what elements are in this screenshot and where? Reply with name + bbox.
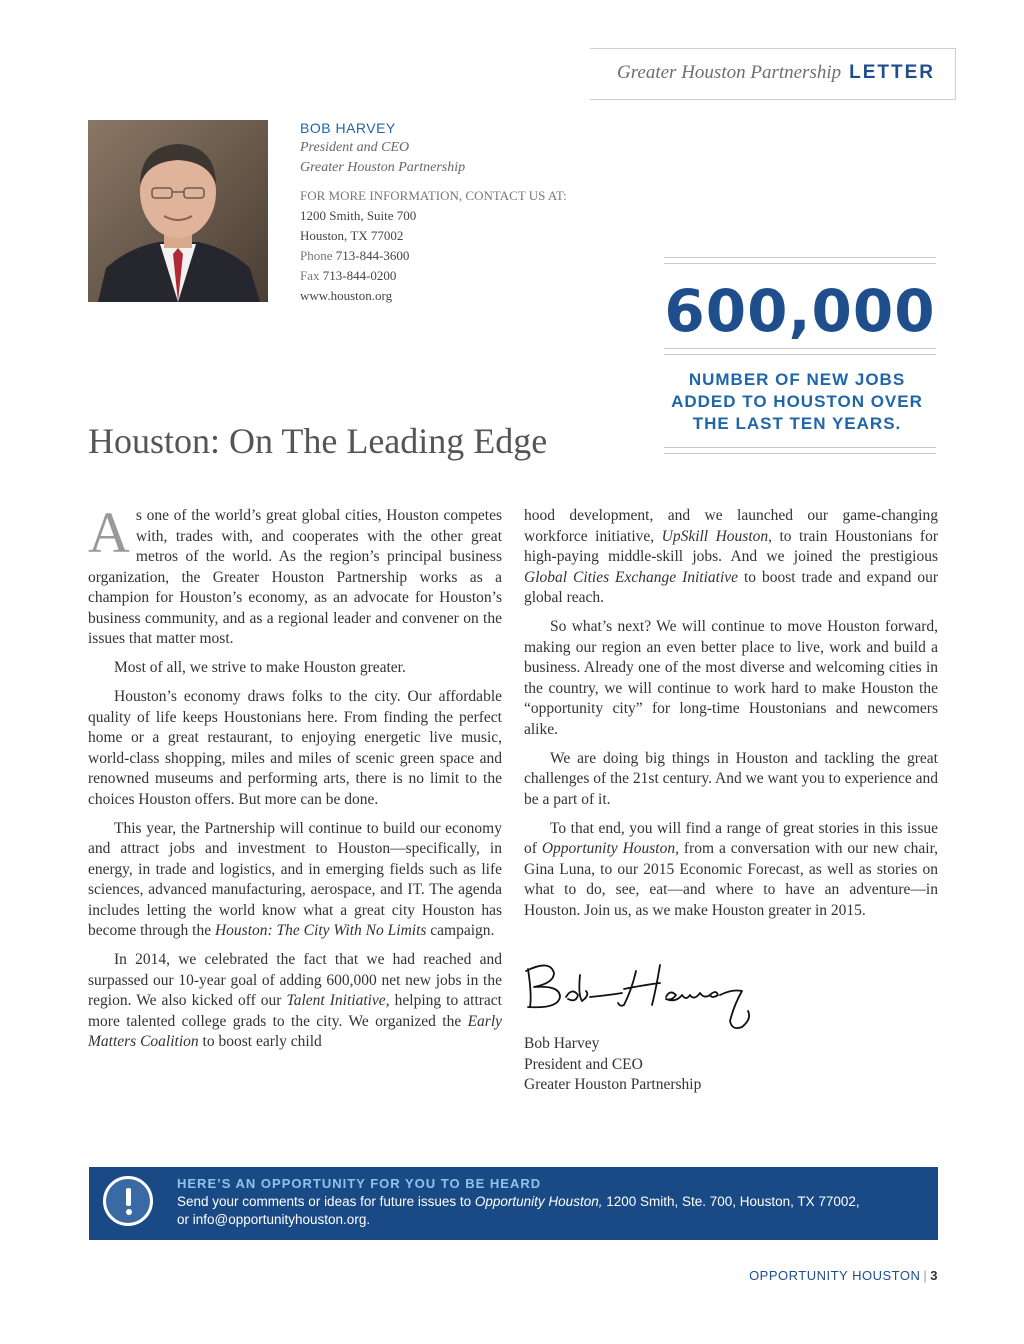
- page-number: 3: [930, 1268, 938, 1283]
- banner-line1: [177, 1193, 927, 1211]
- author-org: Greater Houston Partnership: [300, 160, 466, 175]
- stat-rule: [664, 447, 936, 448]
- article-paragraph: [524, 506, 938, 609]
- page-footer: [749, 1268, 938, 1283]
- paragraph-text: campaign.: [426, 922, 495, 939]
- signature-image: [520, 955, 770, 1035]
- fax-label: Fax: [300, 268, 320, 283]
- contact-block: [300, 118, 640, 306]
- author-name: BOB HARVEY: [300, 120, 396, 136]
- phone-label: Phone: [300, 248, 333, 263]
- paragraph-text: In 2014, we celebrated the fact that we had reached and surpassed our 10-year goal of adding 600,000 net new jobs in the region. We also kicked off our: [88, 951, 502, 1009]
- article-paragraph: We are doing big things in Houston and tackling the great challenges of the 21st century. And we want you to experience and be a part of it.: [524, 749, 938, 808]
- paragraph-text: helping to attract more talented college grads to the city. We organized the: [88, 992, 502, 1030]
- section-header-tab: [590, 48, 956, 100]
- article-paragraph: [524, 819, 938, 922]
- drop-cap: A: [88, 500, 130, 565]
- stat-number: 600,000: [664, 277, 936, 345]
- initiative-name: Talent Initiative,: [286, 992, 390, 1009]
- paragraph-text: To that end, you will find a range of great stories in this issue of: [524, 819, 938, 857]
- signoff-name: Bob Harvey: [524, 1035, 600, 1052]
- coalition-name: Early Matters Coalition: [88, 1012, 502, 1050]
- paragraph-text: This year, the Partnership will continue to build our economy and attract jobs and investment to Houston—specifically, in energy, in trade and logistics, and in emerging fields such as life sciences, advanced manufacturing, aerospace, and IT. The agenda includes letting the world know what a great city Houston has become through the: [88, 819, 502, 939]
- paragraph-text: to boost trade and expand our global reach.: [524, 568, 938, 606]
- stat-rule: [664, 453, 936, 454]
- paragraph-text: to train Houstonians for high-paying middle-skill jobs. And we joined the prestigious: [524, 527, 938, 565]
- contact-website[interactable]: www.houston.org: [300, 288, 393, 303]
- article-column-right: [524, 506, 938, 930]
- article-column-left: [88, 500, 502, 1061]
- footer-publication: OPPORTUNITY HOUSTON: [749, 1268, 921, 1283]
- article-paragraph: [88, 819, 502, 942]
- article-paragraph: Most of all, we strive to make Houston greater.: [114, 659, 406, 676]
- fax-number: 713-844-0200: [322, 268, 397, 283]
- banner-text: [177, 1175, 927, 1229]
- feedback-banner: [89, 1167, 938, 1240]
- contact-heading: FOR MORE INFORMATION, CONTACT US AT:: [300, 188, 567, 203]
- paragraph-text: to boost early child: [198, 1033, 322, 1050]
- article-paragraph: [88, 950, 502, 1053]
- article-paragraph: So what’s next? We will continue to move Houston forward, making our region an even better place to live, work and build a business. Already one of the most diverse and welcoming cities in the country, we will continue to work hard to make Houston the “opportunity city” for long-time Houstonians and newcomers alike.: [524, 618, 938, 738]
- article-paragraph: [88, 500, 502, 650]
- stat-label-line: THE LAST TEN YEARS.: [692, 414, 902, 433]
- header-section-label: LETTER: [849, 62, 936, 83]
- stat-rule: [664, 257, 936, 258]
- article-paragraph: Houston’s economy draws folks to the city. Our affordable quality of life keeps Houstonians here. From finding the perfect home or a great restaurant, to enjoying energetic live music, world-class shopping, miles and miles of scenic green space and renowned museums and performing arts, there is no limit to the choices Houston offers. But more can be done.: [88, 688, 502, 808]
- stat-label-line: ADDED TO HOUSTON OVER: [671, 392, 923, 411]
- publication-name: Opportunity Houston,: [541, 840, 679, 857]
- contact-address-line1: 1200 Smith, Suite 700: [300, 208, 417, 223]
- campaign-name: Houston: The City With No Limits: [214, 922, 427, 939]
- contact-address-line2: Houston, TX 77002: [300, 228, 404, 243]
- stat-label: [652, 369, 942, 435]
- banner-text-part: 1200 Smith, Ste. 700, Houston, TX 77002,: [602, 1194, 860, 1209]
- author-title: President and CEO: [300, 140, 410, 155]
- publication-name: Opportunity Houston,: [474, 1194, 603, 1209]
- initiative-name: UpSkill Houston,: [661, 527, 773, 545]
- exclamation-icon: [103, 1176, 153, 1226]
- stat-rule: [664, 348, 936, 349]
- paragraph-text: s one of the world’s great global cities, Houston competes with, trades with, and cooperates with the other great metros of the world. As the region’s principal business organization, the Greater Houston Partnership works as a champion for Houston’s economy, as an advocate for Houston’s business community, and as a regional leader and convener on the issues that matter most.: [88, 507, 502, 647]
- stat-rule: [664, 263, 936, 264]
- footer-divider: |: [923, 1268, 928, 1283]
- initiative-name: Global Cities Exchange Initiative: [524, 568, 739, 586]
- banner-text-part: Send your comments or ideas for future issues to: [177, 1194, 475, 1209]
- banner-email[interactable]: or info@opportunityhouston.org.: [177, 1212, 371, 1227]
- contact-fax-row: [300, 266, 640, 286]
- stat-rule: [664, 354, 936, 355]
- contact-phone-row: [300, 246, 640, 266]
- signoff-title: President and CEO: [524, 1055, 643, 1073]
- author-photo: [88, 120, 268, 302]
- banner-heading: HERE’S AN OPPORTUNITY FOR YOU TO BE HEARD: [177, 1176, 542, 1191]
- paragraph-text: hood development, and we launched our game-changing workforce initiative,: [524, 507, 938, 545]
- paragraph-text: from a conversation with our new chair, Gina Luna, to our 2015 Economic Forecast, as well as stories on what to do, see, eat—and where to have an adventure—in Houston. Join us, as we make Houston greater in 2015.: [524, 840, 939, 919]
- phone-number: 713-844-3600: [335, 248, 410, 263]
- header-org-name: Greater Houston Partnership: [617, 62, 842, 83]
- signoff-block: [524, 1034, 701, 1096]
- signoff-org: Greater Houston Partnership: [524, 1076, 702, 1093]
- stat-label-line: NUMBER OF NEW JOBS: [688, 370, 906, 389]
- article-title: Houston: On The Leading Edge: [88, 421, 548, 461]
